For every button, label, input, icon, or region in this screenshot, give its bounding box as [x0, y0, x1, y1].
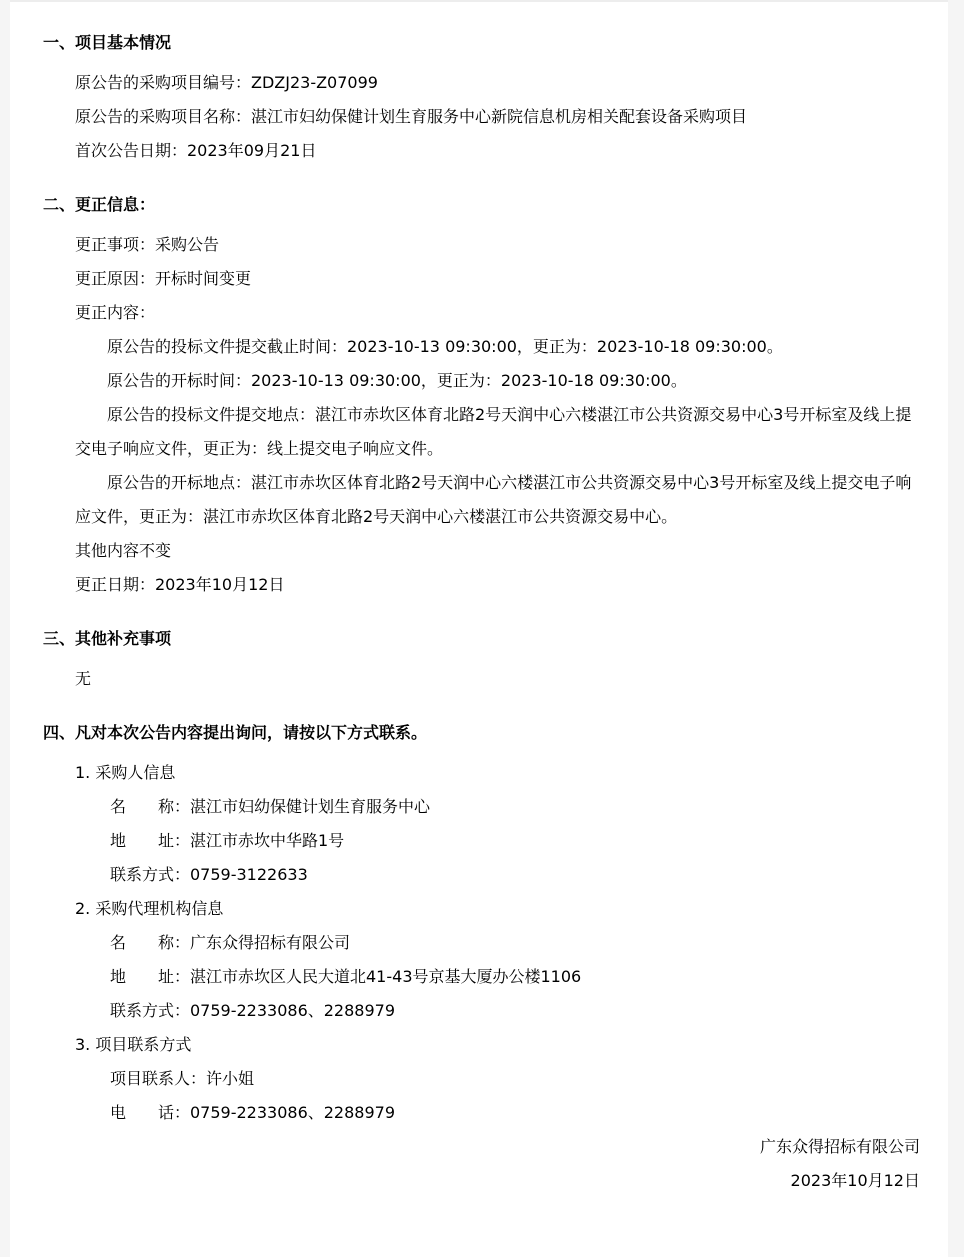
page-right-gutter: [948, 0, 964, 1257]
correction-content-label: 更正内容：: [75, 303, 156, 322]
purchaser-group-rows: [110, 790, 920, 892]
signature-block: [43, 1130, 920, 1198]
purchaser-address: 地 址：湛江市赤坎中华路1号: [110, 831, 345, 850]
section-3-heading: 三、其他补充事项: [43, 629, 172, 648]
project-contact-phone: 电 话：0759-2233086、2288979: [110, 1103, 396, 1122]
correction-submission-place: 原公告的投标文件提交地点：湛江市赤坎区体育北路2号天润中心六楼湛江市公共资源交易中心3号开标室及线上提交电子响应文件，更正为：线上提交电子响应文件。: [75, 405, 912, 458]
first-announcement-date: 首次公告日期：2023年09月21日: [75, 141, 317, 160]
original-project-number: 原公告的采购项目编号：ZDZJ23-Z07099: [75, 73, 378, 92]
correction-reason: 更正原因：开标时间变更: [75, 269, 252, 288]
correction-bid-opening-place: 原公告的开标地点：湛江市赤坎区体育北路2号天润中心六楼湛江市公共资源交易中心3号开标室及线上提交电子响应文件，更正为：湛江市赤坎区体育北路2号天润中心六楼湛江市公共资源交易中心。: [75, 473, 912, 526]
purchaser-name: 名 称：湛江市妇幼保健计划生育服务中心: [110, 797, 431, 816]
other-content-unchanged: 其他内容不变: [75, 541, 172, 560]
signature-company: 广东众得招标有限公司: [759, 1137, 920, 1156]
section-3-body: [75, 662, 920, 696]
original-project-name: 原公告的采购项目名称：湛江市妇幼保健计划生育服务中心新院信息机房相关配套设备采购项目: [75, 107, 748, 126]
section-4-heading: 四、凡对本次公告内容提出询问，请按以下方式联系。: [43, 723, 428, 742]
correction-item: 更正事项：采购公告: [75, 235, 220, 254]
agency-group-title: 2. 采购代理机构信息: [75, 899, 224, 918]
section-4-body: [75, 756, 920, 1130]
project-contact-person: 项目联系人：许小姐: [110, 1069, 255, 1088]
notice-document: [10, 2, 948, 1257]
supplementary-none: 无: [75, 669, 92, 688]
section-2-body: [75, 228, 920, 602]
agency-group-rows: [110, 926, 920, 1028]
section-1-heading: 一、项目基本情况: [43, 33, 172, 52]
section-1-body: [75, 66, 920, 168]
project-contact-group-rows: [110, 1062, 920, 1130]
purchaser-contact: 联系方式：0759-3122633: [110, 865, 308, 884]
agency-contact: 联系方式：0759-2233086、2288979: [110, 1001, 396, 1020]
agency-address: 地 址：湛江市赤坎区人民大道北41-43号京基大厦办公楼1106: [110, 967, 582, 986]
purchaser-group-title: 1. 采购人信息: [75, 763, 176, 782]
correction-date: 更正日期：2023年10月12日: [75, 575, 285, 594]
page-left-gutter: [0, 0, 10, 1257]
correction-bid-opening-time: 原公告的开标时间：2023-10-13 09:30:00，更正为：2023-10-18 09:30:00。: [107, 371, 687, 390]
agency-name: 名 称：广东众得招标有限公司: [110, 933, 351, 952]
project-contact-group-title: 3. 项目联系方式: [75, 1035, 192, 1054]
correction-deadline: 原公告的投标文件提交截止时间：2023-10-13 09:30:00，更正为：2023-10-18 09:30:00。: [107, 337, 783, 356]
signature-date: 2023年10月12日: [790, 1171, 920, 1190]
section-2-heading: 二、更正信息：: [43, 195, 156, 214]
